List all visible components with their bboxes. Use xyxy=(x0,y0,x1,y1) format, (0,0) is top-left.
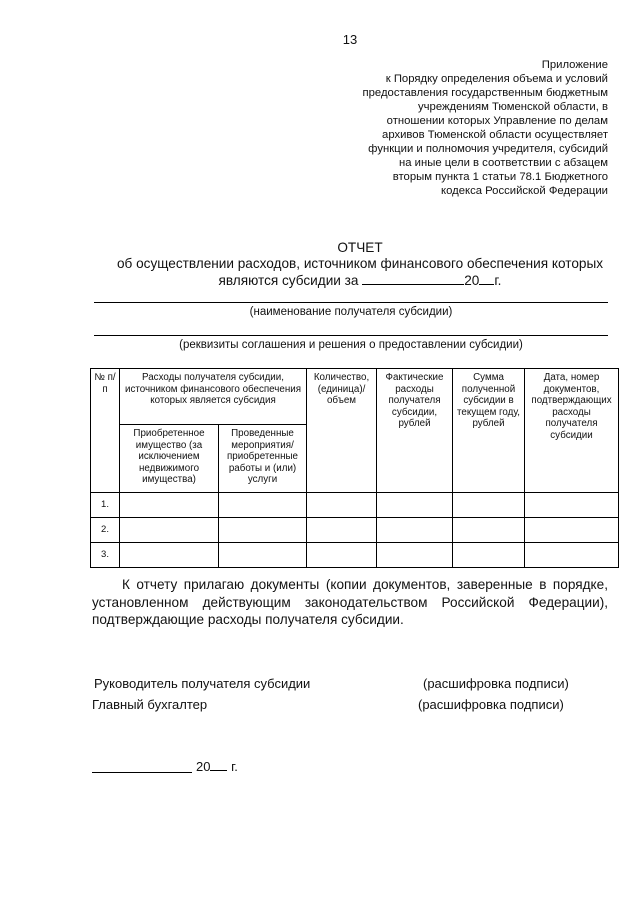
appendix-line: функции и полномочия учредителя, субсидий xyxy=(368,143,608,155)
table-cell[interactable] xyxy=(120,518,219,543)
header-received-subsidy: Сумма полученной субсидии в текущем году, рублей xyxy=(453,369,525,493)
period-blank xyxy=(362,272,464,285)
appendix-line: на иные цели в соответствии с абзацем xyxy=(398,157,608,169)
table-cell[interactable] xyxy=(307,518,377,543)
appendix-line: архивов Тюменской области осуществляет xyxy=(382,129,608,141)
recipient-name-caption: (наименование получателя субсидии) xyxy=(249,306,453,318)
table-row xyxy=(91,493,619,518)
table-cell[interactable] xyxy=(219,518,307,543)
agreement-details-line xyxy=(94,335,608,336)
table-cell[interactable] xyxy=(377,543,453,568)
table-row xyxy=(91,543,619,568)
accountant-signature-decode: (расшифровка подписи) xyxy=(418,697,564,712)
table-cell[interactable] xyxy=(307,543,377,568)
header-events-services: Проведенные мероприятия/ приобретенные работы и (или) услуги xyxy=(219,425,307,493)
table-cell[interactable] xyxy=(525,518,619,543)
head-signature-label: Руководитель получателя субсидии xyxy=(94,676,311,691)
page-number: 13 xyxy=(342,32,358,47)
report-title xyxy=(80,240,640,289)
table-cell[interactable] xyxy=(120,543,219,568)
table-cell[interactable] xyxy=(453,543,525,568)
appendix-line: вторым пункта 1 статьи 78.1 Бюджетного xyxy=(392,171,608,183)
table-cell[interactable] xyxy=(120,493,219,518)
header-documents: Дата, номер документов, подтверждающих расходы получателя субсидии xyxy=(525,369,619,493)
header-num: № п/п xyxy=(91,369,120,493)
accountant-signature-label: Главный бухгалтер xyxy=(92,697,208,712)
header-quantity: Количество, (единица)/ объем xyxy=(307,369,377,493)
appendix-line: предоставления государственным бюджетным xyxy=(362,87,608,99)
table-cell[interactable] xyxy=(307,493,377,518)
date-field xyxy=(196,758,238,774)
report-subtitle: об осуществлении расходов, источником финансового обеспечения которых xyxy=(116,256,604,271)
appendix-line: отношении которых Управление по делам xyxy=(386,115,608,127)
period-prefix: являются субсидии за xyxy=(218,273,359,288)
period-year: 20 xyxy=(464,273,480,288)
table-row xyxy=(91,518,619,543)
appendix-line: к Порядку определения объема и условий xyxy=(385,73,608,85)
appendix-line: Приложение xyxy=(541,59,608,71)
date-year: 20 xyxy=(196,759,211,774)
row-number: 2. xyxy=(91,518,120,543)
appendix-line: кодекса Российской Федерации xyxy=(441,185,608,197)
agreement-details-caption: (реквизиты соглашения и решения о предоставлении субсидии) xyxy=(179,339,523,351)
header-acquired-property: Приобретенное имущество (за исключением недвижимого имущества) xyxy=(120,425,219,493)
attachments-paragraph xyxy=(92,576,608,629)
recipient-name-line xyxy=(94,302,608,303)
row-number: 3. xyxy=(91,543,120,568)
appendix-line: учреждениям Тюменской области, в xyxy=(418,101,608,113)
table-cell[interactable] xyxy=(219,493,307,518)
table-cell[interactable] xyxy=(377,518,453,543)
table-cell[interactable] xyxy=(525,543,619,568)
report-heading: ОТЧЕТ xyxy=(337,240,383,255)
table-cell[interactable] xyxy=(453,493,525,518)
table-cell[interactable] xyxy=(377,493,453,518)
attachments-text: К отчету прилагаю документы (копии документов, заверенные в порядке, установленном действующим законодательством Российской Федерации), подтверждающие расходы получателя субсидии. xyxy=(92,577,608,627)
report-period xyxy=(80,272,640,289)
date-year-blank xyxy=(210,758,227,771)
period-suffix: г. xyxy=(494,273,502,288)
date-blank-line xyxy=(92,772,192,773)
period-year-blank xyxy=(479,272,494,285)
table-cell[interactable] xyxy=(219,543,307,568)
appendix-block xyxy=(328,58,608,198)
head-signature-decode: (расшифровка подписи) xyxy=(423,676,569,691)
date-suffix: г. xyxy=(231,759,238,774)
header-actual-expenses: Фактические расходы получателя субсидии, рублей xyxy=(377,369,453,493)
table-cell[interactable] xyxy=(453,518,525,543)
table-cell[interactable] xyxy=(525,493,619,518)
report-table xyxy=(90,368,619,568)
row-number: 1. xyxy=(91,493,120,518)
header-expenses: Расходы получателя субсидии, источником финансового обеспечения которых является субсидия xyxy=(120,369,307,425)
